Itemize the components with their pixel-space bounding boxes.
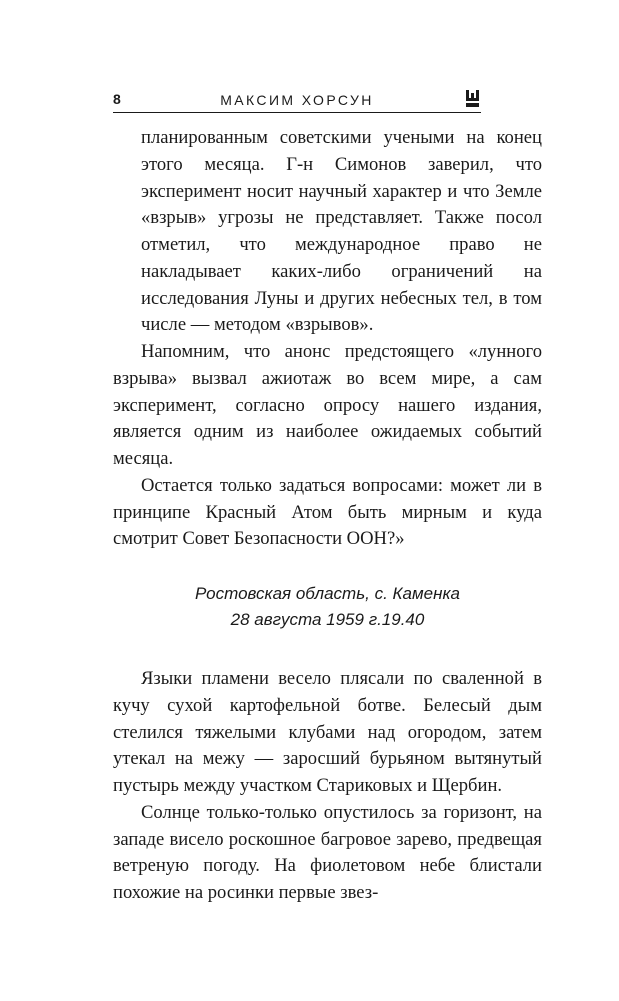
running-header xyxy=(113,90,481,110)
dateline-time: 28 августа 1959 г.19.40 xyxy=(230,610,425,629)
dateline xyxy=(113,581,542,633)
paragraph: Языки пламени весело плясали по сваленной в кучу сухой картофельной ботве. Белесый дым стелился тяжелыми клубами над огородом, затем утекал на межу — заросший бурьяном вытянутый пустырь между участком Стариковых и Щербин. xyxy=(113,668,542,796)
publisher-logo-icon xyxy=(465,90,481,108)
page-body xyxy=(113,125,542,907)
paragraph: Солнце только-только опустилось за горизонт, на западе висело роскошное багровое зарево, предвещая ветреную погоду. На фиолетовом небе блистали похожие на росинки первые звез- xyxy=(113,801,542,903)
dateline-place: Ростовская область, с. Каменка xyxy=(195,584,460,603)
page-number: 8 xyxy=(113,91,121,107)
paragraph: Напомним, что анонс предстоящего «лунного взрыва» вызвал ажиотаж во всем мире, а сам эксперимент, согласно опросу нашего издания, является одним из наиболее ожидаемых событий месяца. xyxy=(113,341,542,469)
author-name: МАКСИМ ХОРСУН xyxy=(220,92,374,108)
header-rule xyxy=(113,112,481,113)
paragraph: планированным советскими учеными на конец этого месяца. Г-н Симонов заверил, что эксперимент носит научный характер и что Земле «взрыв» угрозы не представляет. Также посол отметил, что международное право не накладывает каких-либо ограничений на исследования Луны и других небесных тел, в том числе — методом «взрывов». xyxy=(141,127,542,336)
paragraph: Остается только задаться вопросами: может ли в принципе Красный Атом быть мирным и куда смотрит Совет Безопасности ООН?» xyxy=(113,474,542,550)
